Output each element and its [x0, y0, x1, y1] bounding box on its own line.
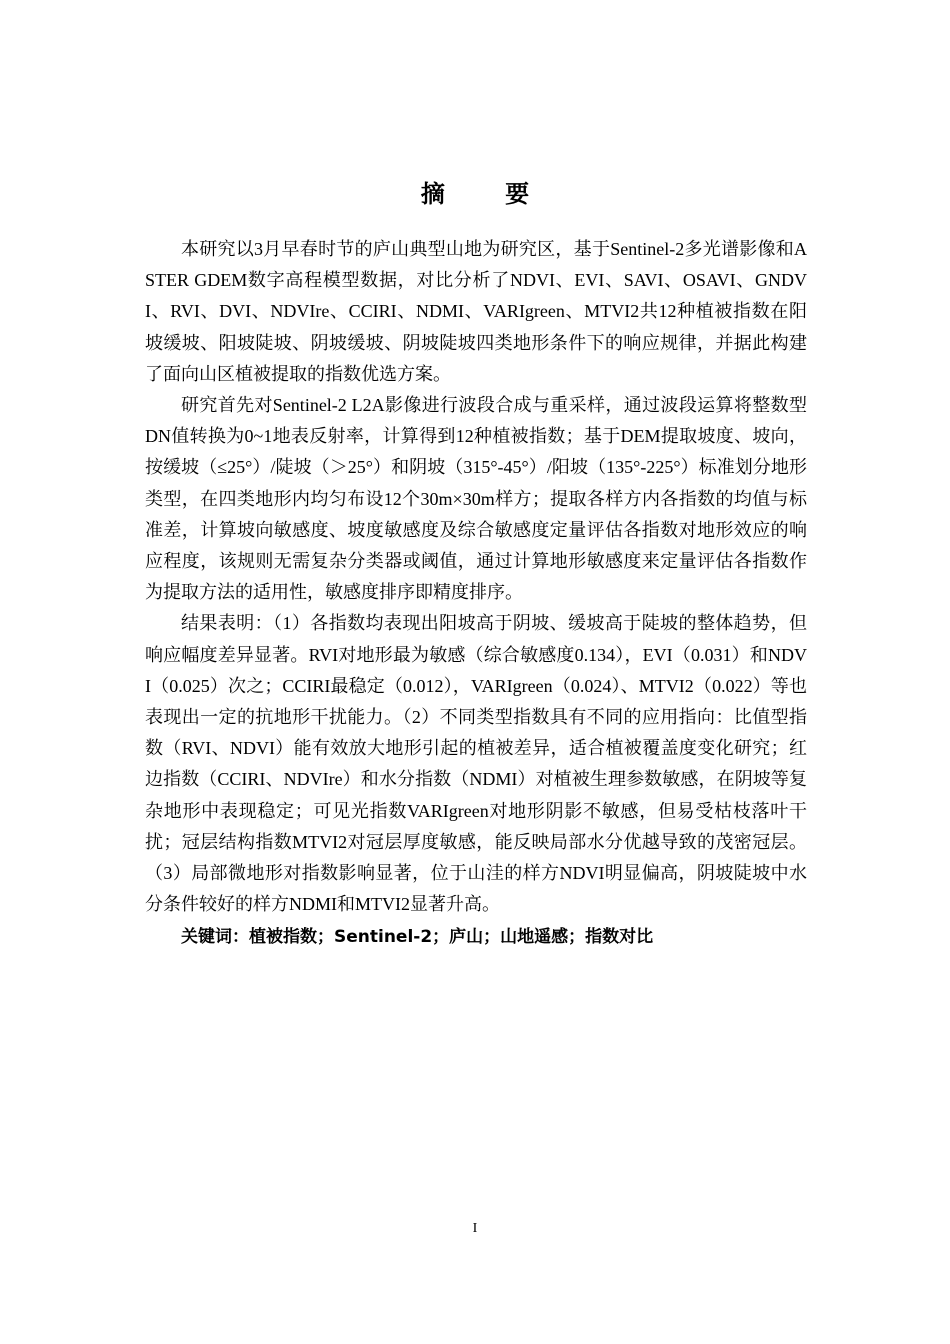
abstract-title: 摘 要 — [420, 180, 556, 208]
page-number: I — [472, 1221, 478, 1236]
keywords-line: 关键词：植被指数；Sentinel-2；庐山；山地遥感；指数对比 — [181, 927, 654, 948]
abstract-paragraph-1: 本研究以3月早春时节的庐山典型山地为研究区，基于Sentinel-2多光谱影像和ASTER GDEM数字高程模型数据，对比分析了NDVI、EVI、SAVI、OSAVI、GNDVI、RVI、DVI、NDVIre、CCIRI、NDMI、VARIgreen、MTVI2共12种植被指数在阳坡缓坡、阳坡陡坡、阴坡缓坡、阴坡陡坡四类地形条件下的响应规律，并据此构建了面向山区植被提取的指数优选方案。 — [145, 239, 807, 384]
abstract-paragraph-3: 结果表明：（1）各指数均表现出阳坡高于阴坡、缓坡高于陡坡的整体趋势，但响应幅度差异显著。RVI对地形最为敏感（综合敏感度0.134），EVI（0.031）和NDVI（0.025）次之；CCIRI最稳定（0.012），VARIgreen（0.024）、MTVI2（0.022）等也表现出一定的抗地形干扰能力。（2）不同类型指数具有不同的应用指向：比值型指数（RVI、NDVI）能有效放大地形引起的植被差异，适合植被覆盖度变化研究；红边指数（CCIRI、NDVIre）和水分指数（NDMI）对植被生理参数敏感，在阴坡等复杂地形中表现稳定；可见光指数VARIgreen对地形阴影不敏感，但易受枯枝落叶干扰；冠层结构指数MTVI2对冠层厚度敏感，能反映局部水分优越导致的茂密冠层。（3）局部微地形对指数影响显著，位于山洼的样方NDVI明显偏高，阴坡陡坡中水分条件较好的样方NDMI和MTVI2显著升高。 — [145, 613, 807, 915]
abstract-paragraph-2: 研究首先对Sentinel-2 L2A影像进行波段合成与重采样，通过波段运算将整数型DN值转换为0~1地表反射率，计算得到12种植被指数；基于DEM提取坡度、坡向，按缓坡（≤25°）/陡坡（＞25°）和阴坡（315°-45°）/阳坡（135°-225°）标准划分地形类型，在四类地形内均匀布设12个30m×30m样方；提取各样方内各指数的均值与标准差，计算坡向敏感度、坡度敏感度及综合敏感度定量评估各指数对地形效应的响应程度，该规则无需复杂分类器或阈值，通过计算地形敏感度来定量评估各指数作为提取方法的适用性，敏感度排序即精度排序。 — [145, 395, 807, 603]
abstract-body — [145, 234, 807, 954]
